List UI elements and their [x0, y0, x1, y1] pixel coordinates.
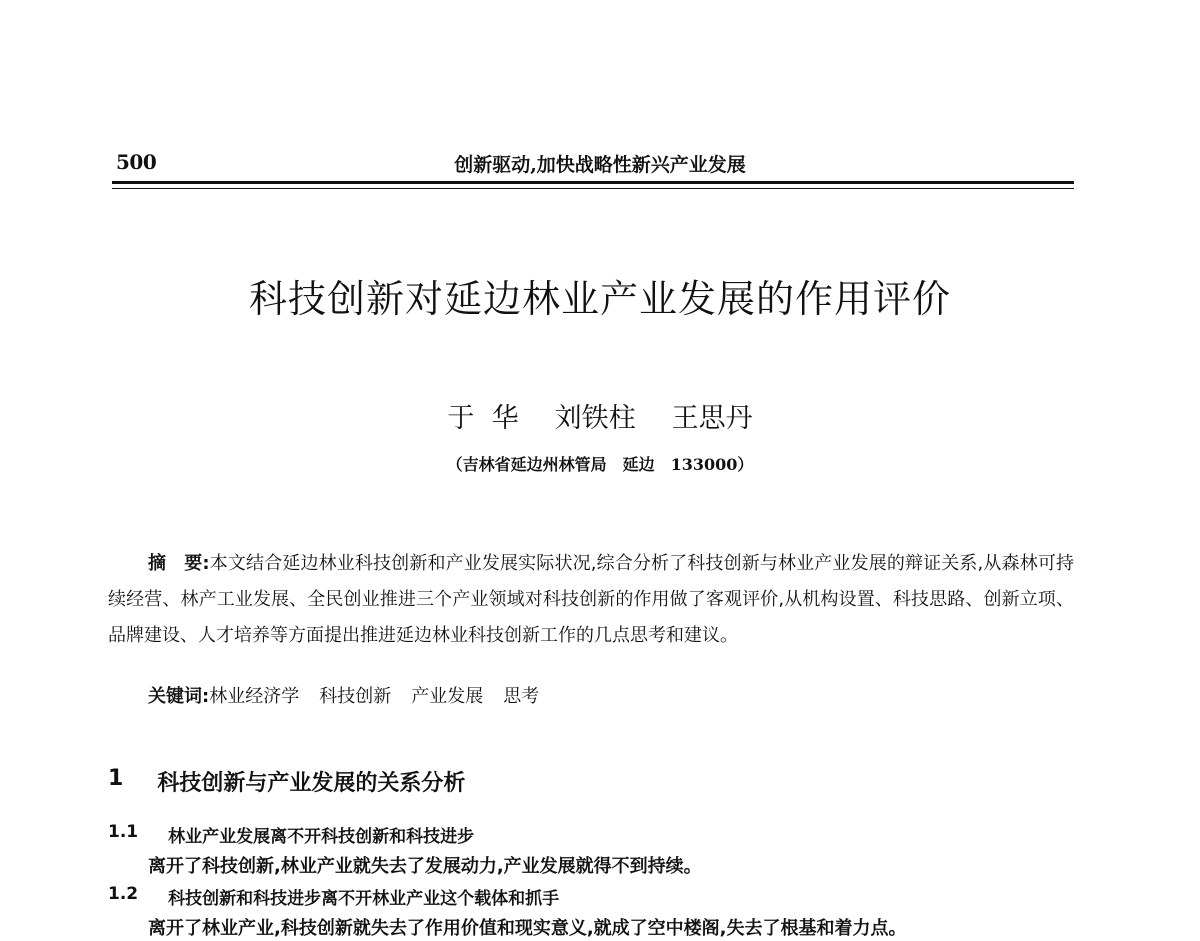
keyword-item: 思考 [503, 686, 540, 707]
body-paragraph: 离开了林业产业,科技创新就失去了作用价值和现实意义,就成了空中楼阁,失去了根基和着力点。 [148, 918, 907, 939]
subsection-heading [108, 884, 559, 909]
author-name: 刘铁柱 [554, 403, 636, 434]
author-affiliation: （吉林省延边州林管局 延边 133000） [446, 455, 754, 474]
abstract-text: 本文结合延边林业科技创新和产业发展实际状况,综合分析了科技创新与林业产业发展的辩证关系,从森林可持续经营、林产工业发展、全民创业推进三个产业领域对科技创新的作用做了客观评价,从机构设置、科技思路、创新立项、品牌建设、人才培养等方面提出推进延边林业科技创新工作的几点思考和建议。 [108, 553, 1074, 646]
abstract [108, 546, 1074, 654]
author-list [0, 396, 1200, 435]
section-title: 科技创新与产业发展的关系分析 [157, 771, 466, 796]
subsection-title: 科技创新和科技进步离不开林业产业这个载体和抓手 [168, 889, 560, 909]
subsection-number: 1.1 [108, 822, 139, 842]
keyword-item: 科技创新 [319, 686, 392, 707]
body-paragraph: 离开了科技创新,林业产业就失去了发展动力,产业发展就得不到持续。 [148, 856, 702, 877]
section-number: 1 [108, 766, 124, 791]
article-title: 科技创新对延边林业产业发展的作用评价 [248, 277, 951, 321]
author-name: 王思丹 [671, 403, 753, 434]
subsection-number: 1.2 [108, 884, 139, 904]
section-heading [108, 766, 465, 797]
keywords-label: 关键词: [148, 686, 210, 707]
running-title: 创新驱动,加快战略性新兴产业发展 [454, 154, 746, 176]
abstract-label: 摘 要: [148, 553, 210, 574]
subsection-title: 林业产业发展离不开科技创新和科技进步 [168, 827, 475, 847]
header-rule-thick [112, 181, 1074, 184]
author-name: 于 华 [447, 403, 519, 434]
keyword-item: 产业发展 [411, 686, 484, 707]
page-number: 500 [116, 150, 157, 174]
keywords [148, 682, 539, 708]
subsection-heading [108, 822, 474, 847]
keyword-item: 林业经济学 [209, 686, 300, 707]
header-rule-thin [112, 188, 1074, 189]
